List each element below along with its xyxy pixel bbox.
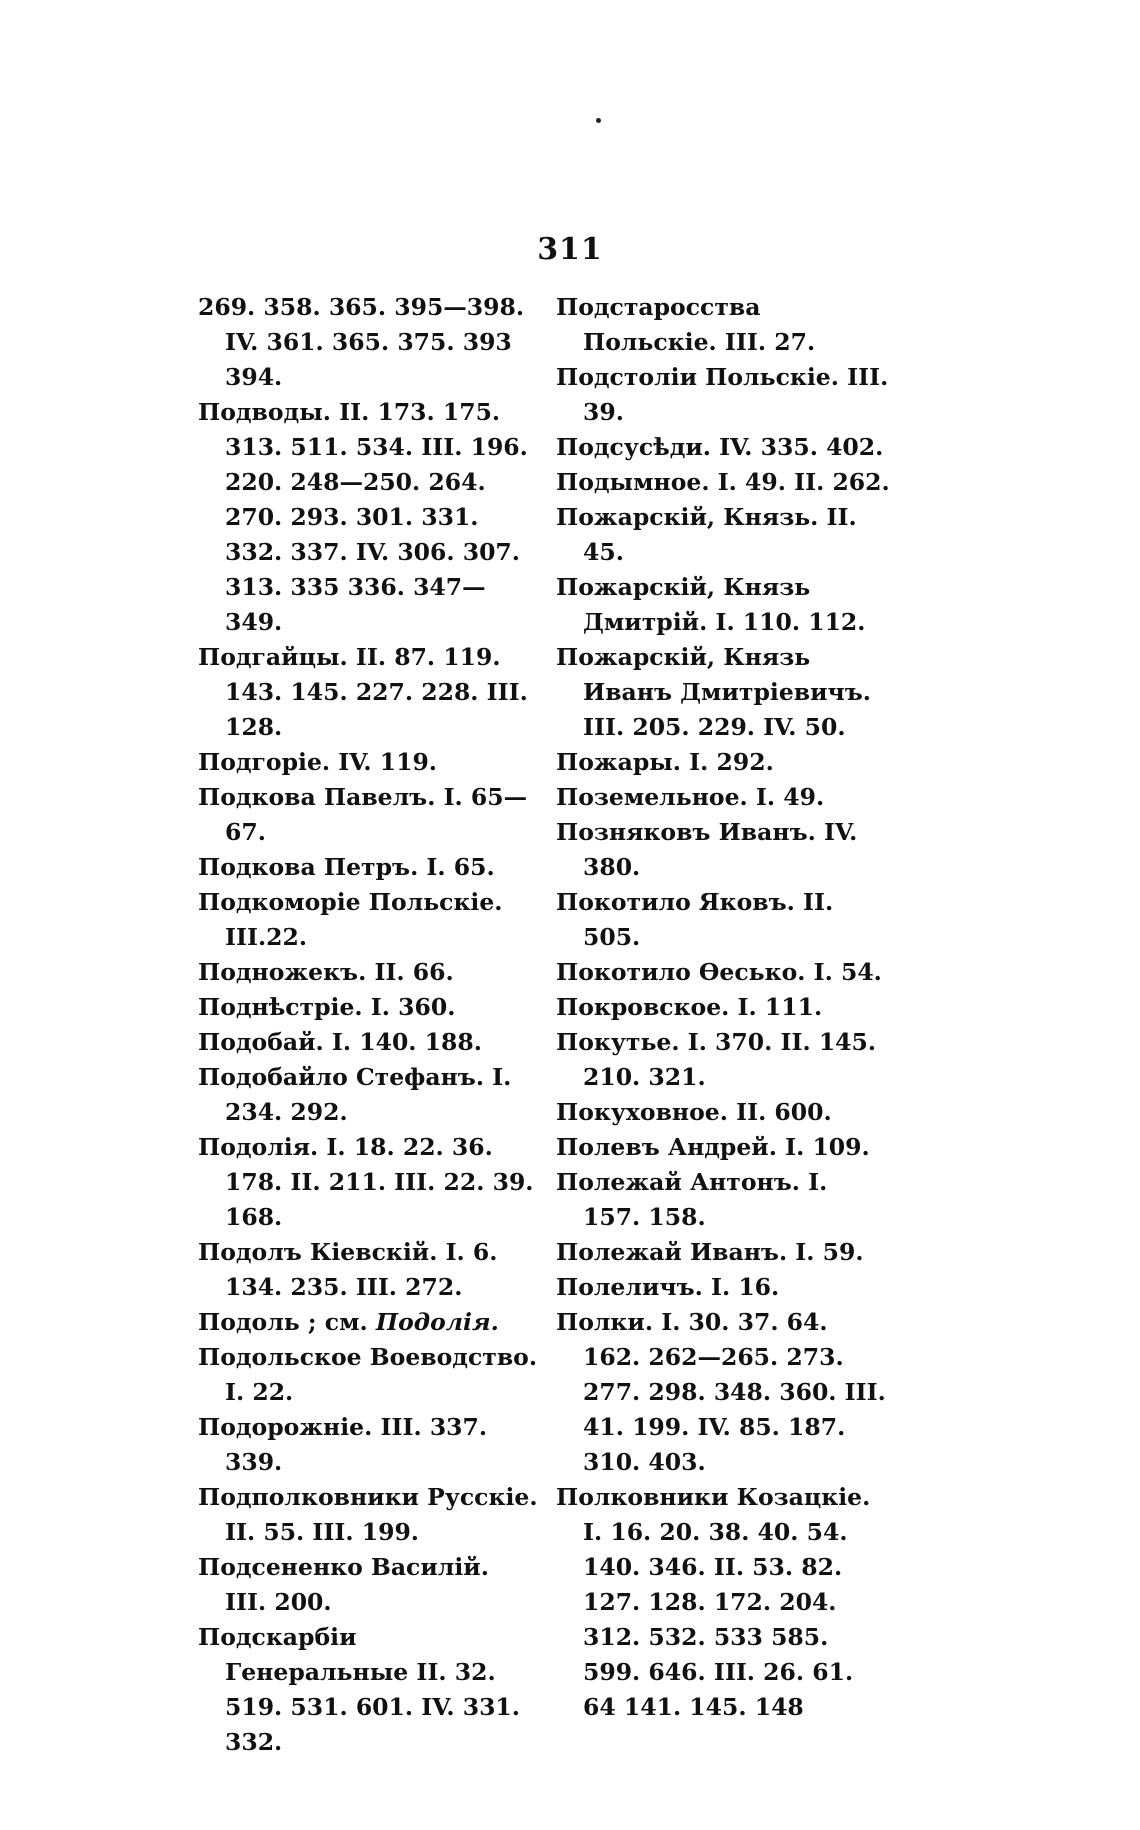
page-number: 311 xyxy=(537,232,603,267)
stray-dot-mark xyxy=(596,118,601,123)
index-entry: Пожарскій, Князь. II. 45. xyxy=(556,503,857,566)
index-entry: Подолъ Кіевскій. I. 6. 134. 235. III. 272. xyxy=(198,1238,498,1301)
index-entry: Покутье. I. 370. II. 145. 210. 321. xyxy=(556,1028,877,1091)
index-entry: Полки. I. 30. 37. 64. 162. 262—265. 273. 277. 298. 348. 360. III. 41. 199. IV. 85. 187. 310. 403. xyxy=(556,1308,886,1476)
index-entry: Подобайло Стефанъ. I. 234. 292. xyxy=(198,1063,512,1126)
index-entry: Покуховное. II. 600. xyxy=(556,1098,832,1126)
index-entry: Подсененко Василій. III. 200. xyxy=(198,1553,489,1616)
index-entry: Подсусѣди. IV. 335. 402. xyxy=(556,433,884,461)
index-entry: Подножекъ. II. 66. xyxy=(198,958,454,986)
index-entry: Покотило Ѳесько. I. 54. xyxy=(556,958,882,986)
index-entry: Подкоморіе Польскіе. III.22. xyxy=(198,888,503,951)
crossref-label: Подоль ; см. xyxy=(198,1308,368,1336)
index-entry-crossref xyxy=(198,1305,538,1340)
index-entry: Подобай. I. 140. 188. xyxy=(198,1028,482,1056)
index-column-left xyxy=(198,290,538,1760)
index-entry: Поднѣстріе. I. 360. xyxy=(198,993,456,1021)
index-entry: Подстаросства Польскіе. III. 27. xyxy=(556,293,816,356)
index-entry: Подгайцы. II. 87. 119. 143. 145. 227. 228. III. 128. xyxy=(198,643,528,741)
index-entry: Подкова Павелъ. I. 65—67. xyxy=(198,783,528,846)
index-entry: Поземельное. I. 49. xyxy=(556,783,825,811)
crossref-target: Подолія. xyxy=(375,1308,499,1336)
index-entry: 269. 358. 365. 395—398. IV. 361. 365. 375. 393 394. xyxy=(198,293,525,391)
index-entry: Покровское. I. 111. xyxy=(556,993,823,1021)
index-entry: Подолія. I. 18. 22. 36. 178. II. 211. III. 22. 39. 168. xyxy=(198,1133,534,1231)
index-entry: Полковники Козацкіе. I. 16. 20. 38. 40. 54. 140. 346. II. 53. 82. 127. 128. 172. 204. 312. 532. 533 585. 599. 646. III. 26. 61. 64 141. 145. 148 xyxy=(556,1483,871,1721)
index-entry: Полежай Иванъ. I. 59. xyxy=(556,1238,864,1266)
index-entry: Подкова Петръ. I. 65. xyxy=(198,853,495,881)
index-entry: Полеличъ. I. 16. xyxy=(556,1273,780,1301)
index-entry: Полевъ Андрей. I. 109. xyxy=(556,1133,870,1161)
index-entry: Подводы. II. 173. 175. 313. 511. 534. III. 196. 220. 248—250. 264. 270. 293. 301. 331. 332. 337. IV. 306. 307. 313. 335 336. 347—349. xyxy=(198,398,528,636)
index-entry: Позняковъ Иванъ. IV. 380. xyxy=(556,818,858,881)
index-entry: Полежай Антонъ. I. 157. 158. xyxy=(556,1168,828,1231)
index-entry: Покотило Яковъ. II. 505. xyxy=(556,888,834,951)
index-entry: Подгоріе. IV. 119. xyxy=(198,748,437,776)
index-entry: Пожарскій, Князь Дмитрій. I. 110. 112. xyxy=(556,573,866,636)
index-entry: Подполковники Русскіе. II. 55. III. 199. xyxy=(198,1483,538,1546)
index-entry: Подольское Воеводство. I. 22. xyxy=(198,1343,538,1406)
index-entry: Пожарскій, Князь Иванъ Дмитріевичъ. III. 205. 229. IV. 50. xyxy=(556,643,871,741)
index-column-right xyxy=(556,290,892,1725)
index-entry: Подорожніе. III. 337. 339. xyxy=(198,1413,488,1476)
index-entry: Подстоліи Польскіе. III. 39. xyxy=(556,363,889,426)
index-entry: Пожары. I. 292. xyxy=(556,748,774,776)
index-entry: Подымное. I. 49. II. 262. xyxy=(556,468,890,496)
index-entry: Подскарбіи Генеральные II. 32. 519. 531. 601. IV. 331. 332. xyxy=(198,1623,520,1756)
